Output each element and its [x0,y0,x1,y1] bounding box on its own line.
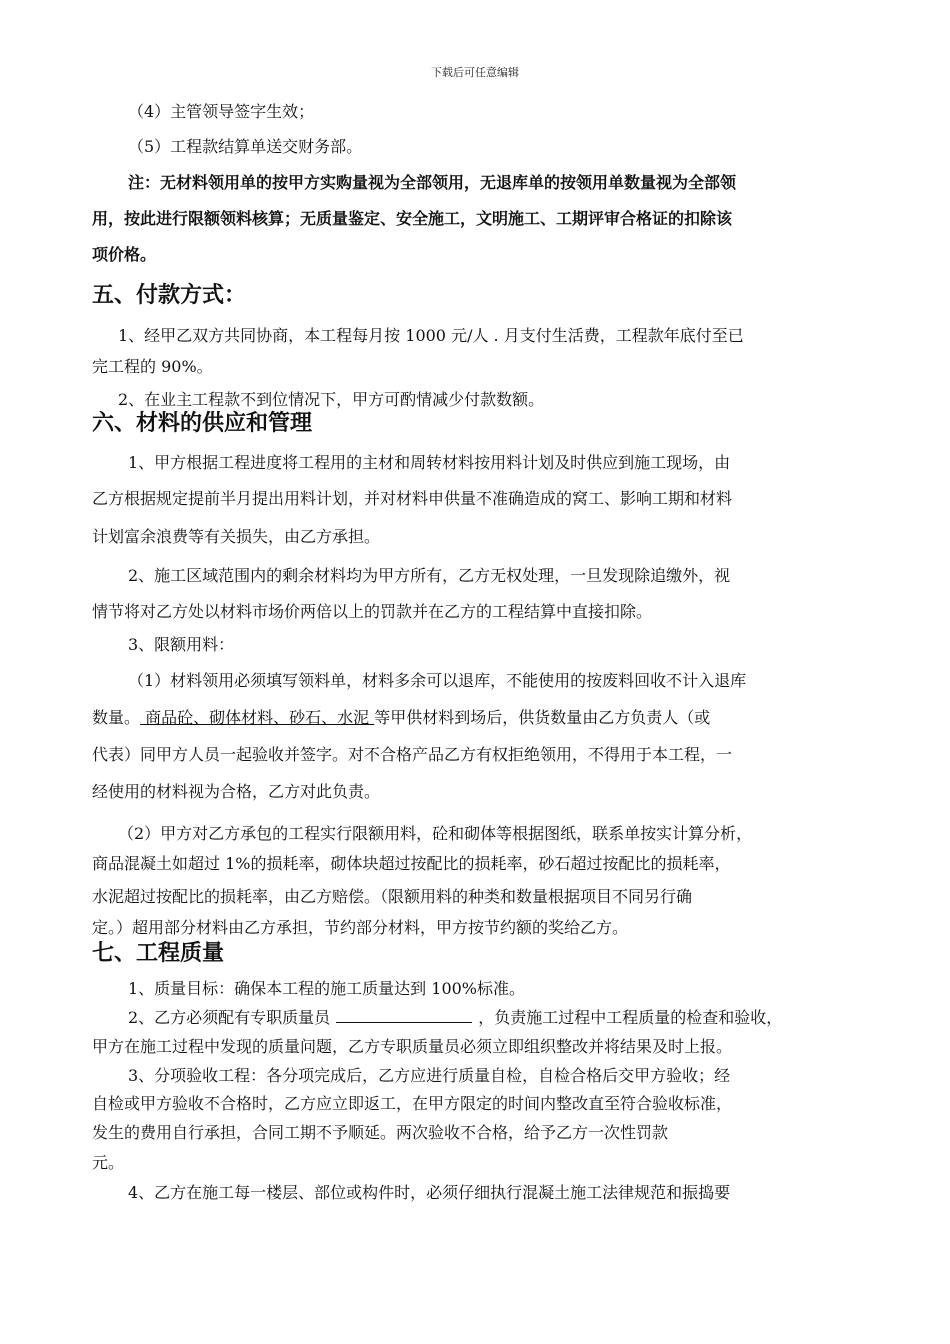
para-5-1-line-2: 完工程的 90%。 [92,357,213,376]
underlined-materials: 商品砼、砌体材料、砂石、水泥 [140,708,375,727]
item-4: （4）主管领导签字生效； [128,102,315,121]
para-7-2-line-2: 甲方在施工过程中发现的质量问题，乙方专职质量员必须立即组织整改并将结果及时上报。 [92,1037,733,1056]
text-segment: 2、乙方必须配有专职质量员 [128,1008,331,1027]
para-6-3-2-line-2: 商品混凝土如超过 1%的损耗率，砌体块超过按配比的损耗率，砂石超过按配比的损耗率， [92,854,731,873]
para-6-1-line-2: 乙方根据规定提前半月提出用料计划，并对材料申供量不准确造成的窝工、影响工期和材料 [92,489,733,508]
section-5-heading: 五、付款方式： [92,283,247,308]
para-6-2-line-1: 2、施工区域范围内的剩余材料均为甲方所有，乙方无权处理，一旦发现除追缴外，视 [128,566,731,585]
para-6-1-line-1: 1、甲方根据工程进度将工程用的主材和周转材料按用料计划及时供应到施工现场，由 [128,453,731,472]
para-7-1: 1、质量目标：确保本工程的施工质量达到 100%标准。 [128,979,526,998]
text-segment: ，负责施工过程中工程质量的检查和验收， [478,1008,783,1027]
para-5-2: 2、在业主工程款不到位情况下，甲方可酌情减少付款数额。 [118,390,545,409]
para-7-3-line-3: 发生的费用自行承担，合同工期不予顺延。两次验收不合格，给予乙方一次性罚款 [92,1123,669,1142]
para-6-2-line-2: 情节将对乙方处以材料市场价两倍以上的罚款并在乙方的工程结算中直接扣除。 [92,602,653,621]
note-line-3: 项价格。 [92,245,157,264]
para-6-3: 3、限额用料： [128,635,235,654]
note-line-2: 用，按此进行限额领料核算；无质量鉴定、安全施工，文明施工、工期评审合格证的扣除该 [92,209,733,228]
para-6-3-1-line-3: 代表）同甲方人员一起验收并签字。对不合格产品乙方有权拒绝领用，不得用于本工程，一 [92,745,733,764]
text-segment: 等甲供材料到场后，供货数量由乙方负责人（或 [374,708,711,727]
section-6-heading: 六、材料的供应和管理 [92,411,313,436]
para-6-1-line-3: 计划富余浪费等有关损失，由乙方承担。 [92,527,381,546]
text-segment: 数量。 [92,708,141,727]
para-6-3-2-line-3: 水泥超过按配比的损耗率，由乙方赔偿。（限额用料的种类和数量根据项目不同另行确 [92,887,693,906]
para-6-3-2-line-1: （2）甲方对乙方承包的工程实行限额用料，砼和砌体等根据图纸，联系单按实计算分析， [118,824,753,843]
para-6-3-1-line-4: 经使用的材料视为合格，乙方对此负责。 [92,782,381,801]
para-5-1-line-1: 1、经甲乙双方共同协商，本工程每月按 1000 元/人 . 月支付生活费，工程款年底付至已 [118,326,744,345]
page-header: 下载后可任意编辑 [431,66,519,79]
section-7-heading: 七、工程质量 [92,941,225,966]
para-6-3-1-line-2 [92,707,872,729]
para-7-3-line-1: 3、分项验收工程：各分项完成后，乙方应进行质量自检，自检合格后交甲方验收；经 [128,1066,731,1085]
note-line-1: 注：无材料领用单的按甲方实购量视为全部领用，无退库单的按领用单数量视为全部领 [128,173,737,192]
item-5: （5）工程款结算单送交财务部。 [128,137,363,156]
para-6-3-2-line-4: 定。）超用部分材料由乙方承担，节约部分材料，甲方按节约额的奖给乙方。 [92,918,629,937]
para-7-3-line-4: 元。 [92,1153,125,1172]
para-7-2-line-1 [128,1007,908,1029]
para-7-3-line-2: 自检或甲方验收不合格时，乙方应立即返工，在甲方限定的时间内整改直至符合验收标准， [92,1094,733,1113]
quality-officer-blank [336,1008,472,1023]
para-7-4-line-1: 4、乙方在施工每一楼层、部位或构件时，必须仔细执行混凝土施工法律规范和振捣要 [128,1183,731,1202]
para-6-3-1-line-1: （1）材料领用必须填写领料单，材料多余可以退库，不能使用的按废料回收不计入退库 [128,671,747,690]
